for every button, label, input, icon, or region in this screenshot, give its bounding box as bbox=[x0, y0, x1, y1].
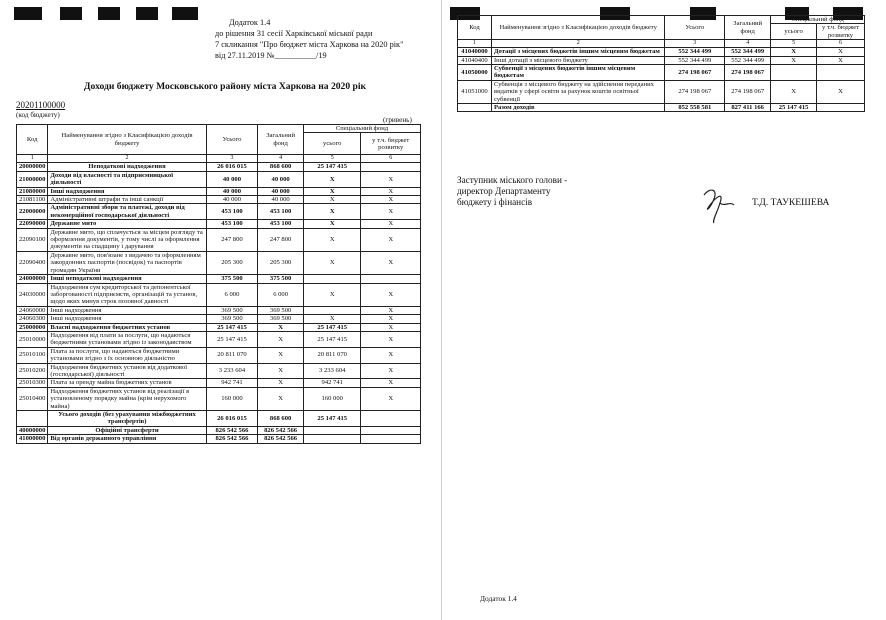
row-general-fund: 552 344 499 bbox=[725, 48, 771, 56]
col-number: 6 bbox=[817, 40, 865, 48]
table-row bbox=[17, 363, 421, 379]
row-development bbox=[361, 275, 421, 283]
row-special-fund bbox=[771, 65, 817, 81]
row-special-fund: 942 741 bbox=[304, 379, 361, 387]
row-name: Дотації з місцевих бюджетів іншим місцевим бюджетам bbox=[491, 48, 664, 56]
col-number: 2 bbox=[48, 155, 206, 163]
col-number: 1 bbox=[458, 40, 492, 48]
row-general-fund: 868 600 bbox=[258, 163, 304, 171]
row-code: 40000000 bbox=[17, 426, 48, 434]
table-row bbox=[17, 163, 421, 171]
row-total: 205 300 bbox=[206, 251, 258, 274]
row-total: 453 100 bbox=[206, 220, 258, 228]
decree-line: 7 скликання "Про бюджет міста Харкова на 2020 рік" bbox=[215, 40, 404, 49]
income-table-right bbox=[457, 15, 865, 112]
row-general-fund: 40 000 bbox=[258, 196, 304, 204]
header-general-fund: Загальний фонд bbox=[725, 16, 771, 40]
row-general-fund: 274 198 067 bbox=[725, 65, 771, 81]
row-total: 274 198 067 bbox=[665, 65, 725, 81]
row-special-fund: X bbox=[304, 204, 361, 220]
col-number: 3 bbox=[665, 40, 725, 48]
row-special-fund: X bbox=[771, 48, 817, 56]
row-general-fund: 453 100 bbox=[258, 204, 304, 220]
row-code: 25000000 bbox=[17, 323, 48, 331]
row-development: X bbox=[361, 171, 421, 187]
header-development: у т.ч. бюджет розвитку bbox=[361, 133, 421, 155]
row-code: 41000000 bbox=[17, 435, 48, 443]
row-total: 40 000 bbox=[206, 187, 258, 195]
row-name: Надходження бюджетних установ від реалізації в установленому порядку майна (крім нерухомого майна) bbox=[48, 387, 206, 410]
row-development: X bbox=[817, 56, 865, 64]
row-code: 24030000 bbox=[17, 283, 48, 306]
row-special-fund: 160 000 bbox=[304, 387, 361, 410]
row-development: X bbox=[361, 187, 421, 195]
row-name: Плата за оренду майна бюджетних установ bbox=[48, 379, 206, 387]
row-name: Субвенції з місцевих бюджетів іншим місцевим бюджетам bbox=[491, 65, 664, 81]
currency-label: (гривень) bbox=[383, 116, 412, 124]
row-general-fund: 274 198 067 bbox=[725, 80, 771, 103]
row-development: X bbox=[361, 315, 421, 323]
row-special-fund: X bbox=[304, 228, 361, 251]
row-name: Субвенція з місцевого бюджету на здійснення переданих видатків у сфері освіти за рахунок коштів освітньої субвенції bbox=[491, 80, 664, 103]
row-total: 942 741 bbox=[206, 379, 258, 387]
row-code: 41040400 bbox=[458, 56, 492, 64]
position-line: Заступник міського голови - bbox=[457, 175, 568, 185]
table-row bbox=[17, 283, 421, 306]
decree-line: Додаток 1.4 bbox=[229, 18, 271, 27]
row-special-fund: X bbox=[771, 56, 817, 64]
row-development bbox=[361, 426, 421, 434]
income-rows bbox=[458, 48, 865, 112]
budget-code: 20201100000 bbox=[16, 100, 66, 110]
row-special-fund: X bbox=[304, 187, 361, 195]
row-code: 25010400 bbox=[17, 387, 48, 410]
row-development: X bbox=[361, 306, 421, 314]
col-number: 2 bbox=[491, 40, 664, 48]
row-development: X bbox=[817, 48, 865, 56]
row-special-fund bbox=[304, 435, 361, 443]
row-name: Інші надходження bbox=[48, 306, 206, 314]
row-total: 453 100 bbox=[206, 204, 258, 220]
row-general-fund: 552 344 499 bbox=[725, 56, 771, 64]
row-code: 24060000 bbox=[17, 306, 48, 314]
redaction-bar bbox=[98, 7, 120, 20]
row-total: 26 016 015 bbox=[206, 411, 258, 427]
row-general-fund: 375 500 bbox=[258, 275, 304, 283]
row-name: Офіційні трансферти bbox=[48, 426, 206, 434]
header-special-fund: Спеціальний фонд bbox=[771, 16, 865, 24]
row-development bbox=[361, 435, 421, 443]
row-name: Плата за послуги, що надаються бюджетними установами згідно з їх основною діяльністю bbox=[48, 347, 206, 363]
row-development bbox=[817, 104, 865, 112]
row-development: X bbox=[361, 363, 421, 379]
row-general-fund: 827 411 166 bbox=[725, 104, 771, 112]
row-total: 26 016 015 bbox=[206, 163, 258, 171]
row-code: 25010200 bbox=[17, 363, 48, 379]
row-code: 22090000 bbox=[17, 220, 48, 228]
table-row bbox=[17, 228, 421, 251]
header-special-fund: Спеціальний фонд bbox=[304, 125, 421, 133]
row-total: 160 000 bbox=[206, 387, 258, 410]
row-general-fund: 6 000 bbox=[258, 283, 304, 306]
row-special-fund: 20 811 070 bbox=[304, 347, 361, 363]
header-special-total: усього bbox=[304, 133, 361, 155]
row-special-fund: 25 147 415 bbox=[304, 163, 361, 171]
row-total: 369 500 bbox=[206, 315, 258, 323]
row-general-fund: X bbox=[258, 331, 304, 347]
row-special-fund: X bbox=[304, 251, 361, 274]
row-name: Надходження від плати за послуги, що надаються бюджетними установами згідно із законодавством bbox=[48, 331, 206, 347]
redaction-bar bbox=[172, 7, 198, 20]
row-development: X bbox=[361, 379, 421, 387]
row-code bbox=[458, 104, 492, 112]
decree-line: від 27.11.2019 №__________/19 bbox=[215, 51, 327, 60]
row-development: X bbox=[817, 80, 865, 103]
row-special-fund bbox=[304, 306, 361, 314]
row-total: 6 000 bbox=[206, 283, 258, 306]
row-special-fund bbox=[304, 275, 361, 283]
row-total: 274 198 067 bbox=[665, 80, 725, 103]
header-code: Код bbox=[458, 16, 492, 40]
row-code: 20000000 bbox=[17, 163, 48, 171]
table-row bbox=[17, 426, 421, 434]
position-line: бюджету і фінансів bbox=[457, 197, 533, 207]
row-name: Інші неподаткові надходження bbox=[48, 275, 206, 283]
row-general-fund: 247 800 bbox=[258, 228, 304, 251]
row-code: 25010300 bbox=[17, 379, 48, 387]
row-development: X bbox=[361, 196, 421, 204]
row-development: X bbox=[361, 347, 421, 363]
table-row bbox=[17, 187, 421, 195]
redaction-bar bbox=[14, 7, 42, 20]
budget-code-label: (код бюджету) bbox=[16, 111, 60, 119]
table-row bbox=[458, 56, 865, 64]
table-row bbox=[17, 323, 421, 331]
row-name: Державне мито, пов'язане з видачею та оформленням закордонних паспортів (посвідок) та паспортів громадян України bbox=[48, 251, 206, 274]
row-code: 24000000 bbox=[17, 275, 48, 283]
col-number: 1 bbox=[17, 155, 48, 163]
row-name: Усього доходів (без урахування міжбюджетних трансфертів) bbox=[48, 411, 206, 427]
redaction-bar bbox=[136, 7, 158, 20]
row-special-fund: X bbox=[304, 171, 361, 187]
row-total: 3 233 604 bbox=[206, 363, 258, 379]
table-row bbox=[458, 80, 865, 103]
row-name: Адміністративні збори та платежі, доходи від некомерційної господарської діяльності bbox=[48, 204, 206, 220]
row-development: X bbox=[361, 283, 421, 306]
row-total: 40 000 bbox=[206, 196, 258, 204]
row-general-fund: X bbox=[258, 379, 304, 387]
signatory-position bbox=[457, 175, 567, 208]
handwritten-signature bbox=[700, 183, 740, 225]
row-code bbox=[17, 411, 48, 427]
table-row bbox=[17, 315, 421, 323]
table-row bbox=[17, 387, 421, 410]
row-code: 22090400 bbox=[17, 251, 48, 274]
row-general-fund: X bbox=[258, 387, 304, 410]
table-row bbox=[17, 275, 421, 283]
row-code: 21081100 bbox=[17, 196, 48, 204]
row-special-fund: 25 147 415 bbox=[771, 104, 817, 112]
row-special-fund: X bbox=[304, 220, 361, 228]
table-row bbox=[17, 411, 421, 427]
table-row bbox=[17, 379, 421, 387]
table-row bbox=[17, 204, 421, 220]
row-general-fund: 826 542 566 bbox=[258, 426, 304, 434]
header-total: Усього bbox=[665, 16, 725, 40]
row-total: 25 147 415 bbox=[206, 331, 258, 347]
income-rows bbox=[17, 163, 421, 443]
income-table-left bbox=[16, 124, 421, 444]
col-number: 5 bbox=[304, 155, 361, 163]
row-total: 826 542 566 bbox=[206, 426, 258, 434]
header-name: Найменування згідно з Класифікацією доходів бюджету bbox=[48, 125, 206, 155]
row-total: 826 542 566 bbox=[206, 435, 258, 443]
row-development: X bbox=[361, 323, 421, 331]
row-general-fund: X bbox=[258, 347, 304, 363]
row-development: X bbox=[361, 387, 421, 410]
decree-header bbox=[215, 17, 435, 61]
row-general-fund: X bbox=[258, 323, 304, 331]
row-general-fund: 868 600 bbox=[258, 411, 304, 427]
row-name: Від органів державного управління bbox=[48, 435, 206, 443]
row-name: Надходження бюджетних установ від додаткової (господарської) діяльності bbox=[48, 363, 206, 379]
row-name: Доходи від власності та підприємницької діяльності bbox=[48, 171, 206, 187]
row-name: Інші дотації з місцевого бюджету bbox=[491, 56, 664, 64]
col-number: 4 bbox=[258, 155, 304, 163]
row-general-fund: 40 000 bbox=[258, 187, 304, 195]
row-name: Неподаткові надходження bbox=[48, 163, 206, 171]
row-code: 24060300 bbox=[17, 315, 48, 323]
row-development: X bbox=[361, 331, 421, 347]
row-development: X bbox=[361, 204, 421, 220]
row-name: Державне мито bbox=[48, 220, 206, 228]
row-total: 375 500 bbox=[206, 275, 258, 283]
row-code: 22000000 bbox=[17, 204, 48, 220]
table-row bbox=[458, 104, 865, 112]
header-general-fund: Загальний фонд bbox=[258, 125, 304, 155]
row-general-fund: 40 000 bbox=[258, 171, 304, 187]
col-number: 4 bbox=[725, 40, 771, 48]
row-development bbox=[361, 411, 421, 427]
signatory-name: Т.Д. ТАУКЕШЕВА bbox=[752, 197, 830, 208]
col-number: 3 bbox=[206, 155, 258, 163]
row-general-fund: 369 500 bbox=[258, 306, 304, 314]
table-row bbox=[17, 196, 421, 204]
table-row bbox=[17, 331, 421, 347]
row-total: 852 558 581 bbox=[665, 104, 725, 112]
row-name: Інші надходження bbox=[48, 187, 206, 195]
row-development: X bbox=[361, 251, 421, 274]
row-code: 22090100 bbox=[17, 228, 48, 251]
table-row bbox=[17, 435, 421, 443]
row-special-fund: 3 233 604 bbox=[304, 363, 361, 379]
document-title: Доходи бюджету Московського району міста Харкова на 2020 рік bbox=[83, 81, 367, 92]
header-special-total: усього bbox=[771, 24, 817, 40]
col-number: 5 bbox=[771, 40, 817, 48]
row-development bbox=[361, 163, 421, 171]
row-total: 369 500 bbox=[206, 306, 258, 314]
row-name: Надходження сум кредиторської та депонентської заборгованості підприємств, організацій та установ, щодо яких минув строк позовної давності bbox=[48, 283, 206, 306]
row-code: 25010100 bbox=[17, 347, 48, 363]
row-total: 25 147 415 bbox=[206, 323, 258, 331]
col-number: 6 bbox=[361, 155, 421, 163]
page-divider bbox=[441, 0, 442, 620]
table-row bbox=[458, 48, 865, 56]
row-code: 25010000 bbox=[17, 331, 48, 347]
header-name: Найменування згідно з Класифікацією доходів бюджету bbox=[491, 16, 664, 40]
row-general-fund: X bbox=[258, 363, 304, 379]
row-name: Власні надходження бюджетних установ bbox=[48, 323, 206, 331]
row-special-fund: 25 147 415 bbox=[304, 331, 361, 347]
table-row bbox=[17, 171, 421, 187]
row-name: Державне мито, що сплачується за місцем розгляду та оформлення документів, у тому числі за оформлення документів на спадщину і дарування bbox=[48, 228, 206, 251]
row-code: 21000000 bbox=[17, 171, 48, 187]
row-development bbox=[817, 65, 865, 81]
row-code: 41051000 bbox=[458, 80, 492, 103]
row-total: 40 000 bbox=[206, 171, 258, 187]
row-general-fund: 205 300 bbox=[258, 251, 304, 274]
row-general-fund: 826 542 566 bbox=[258, 435, 304, 443]
redaction-bar bbox=[60, 7, 82, 20]
position-line: директор Департаменту bbox=[457, 186, 551, 196]
header-code: Код bbox=[17, 125, 48, 155]
row-code: 41050000 bbox=[458, 65, 492, 81]
row-special-fund: 25 147 415 bbox=[304, 323, 361, 331]
footer-note: Додаток 1.4 bbox=[480, 594, 517, 603]
row-total: 20 811 070 bbox=[206, 347, 258, 363]
row-code: 41040000 bbox=[458, 48, 492, 56]
table-row bbox=[458, 65, 865, 81]
row-total: 247 800 bbox=[206, 228, 258, 251]
row-general-fund: 453 100 bbox=[258, 220, 304, 228]
row-general-fund: 369 500 bbox=[258, 315, 304, 323]
row-development: X bbox=[361, 220, 421, 228]
table-row bbox=[17, 220, 421, 228]
row-special-fund: X bbox=[304, 283, 361, 306]
row-special-fund: 25 147 415 bbox=[304, 411, 361, 427]
row-total: 552 344 499 bbox=[665, 48, 725, 56]
row-special-fund: X bbox=[304, 315, 361, 323]
row-development: X bbox=[361, 228, 421, 251]
row-special-fund: X bbox=[304, 196, 361, 204]
table-row bbox=[17, 347, 421, 363]
header-total: Усього bbox=[206, 125, 258, 155]
row-code: 21080000 bbox=[17, 187, 48, 195]
row-name: Разом доходів bbox=[491, 104, 664, 112]
row-name: Адміністративні штрафи та інші санкції bbox=[48, 196, 206, 204]
row-special-fund: X bbox=[771, 80, 817, 103]
row-special-fund bbox=[304, 426, 361, 434]
decree-line: до рішення 31 сесії Харківської міської ради bbox=[215, 29, 373, 38]
row-name: Інші надходження bbox=[48, 315, 206, 323]
row-total: 552 344 499 bbox=[665, 56, 725, 64]
table-row bbox=[17, 306, 421, 314]
table-row bbox=[17, 251, 421, 274]
header-development: у т.ч. бюджет розвитку bbox=[817, 24, 865, 40]
